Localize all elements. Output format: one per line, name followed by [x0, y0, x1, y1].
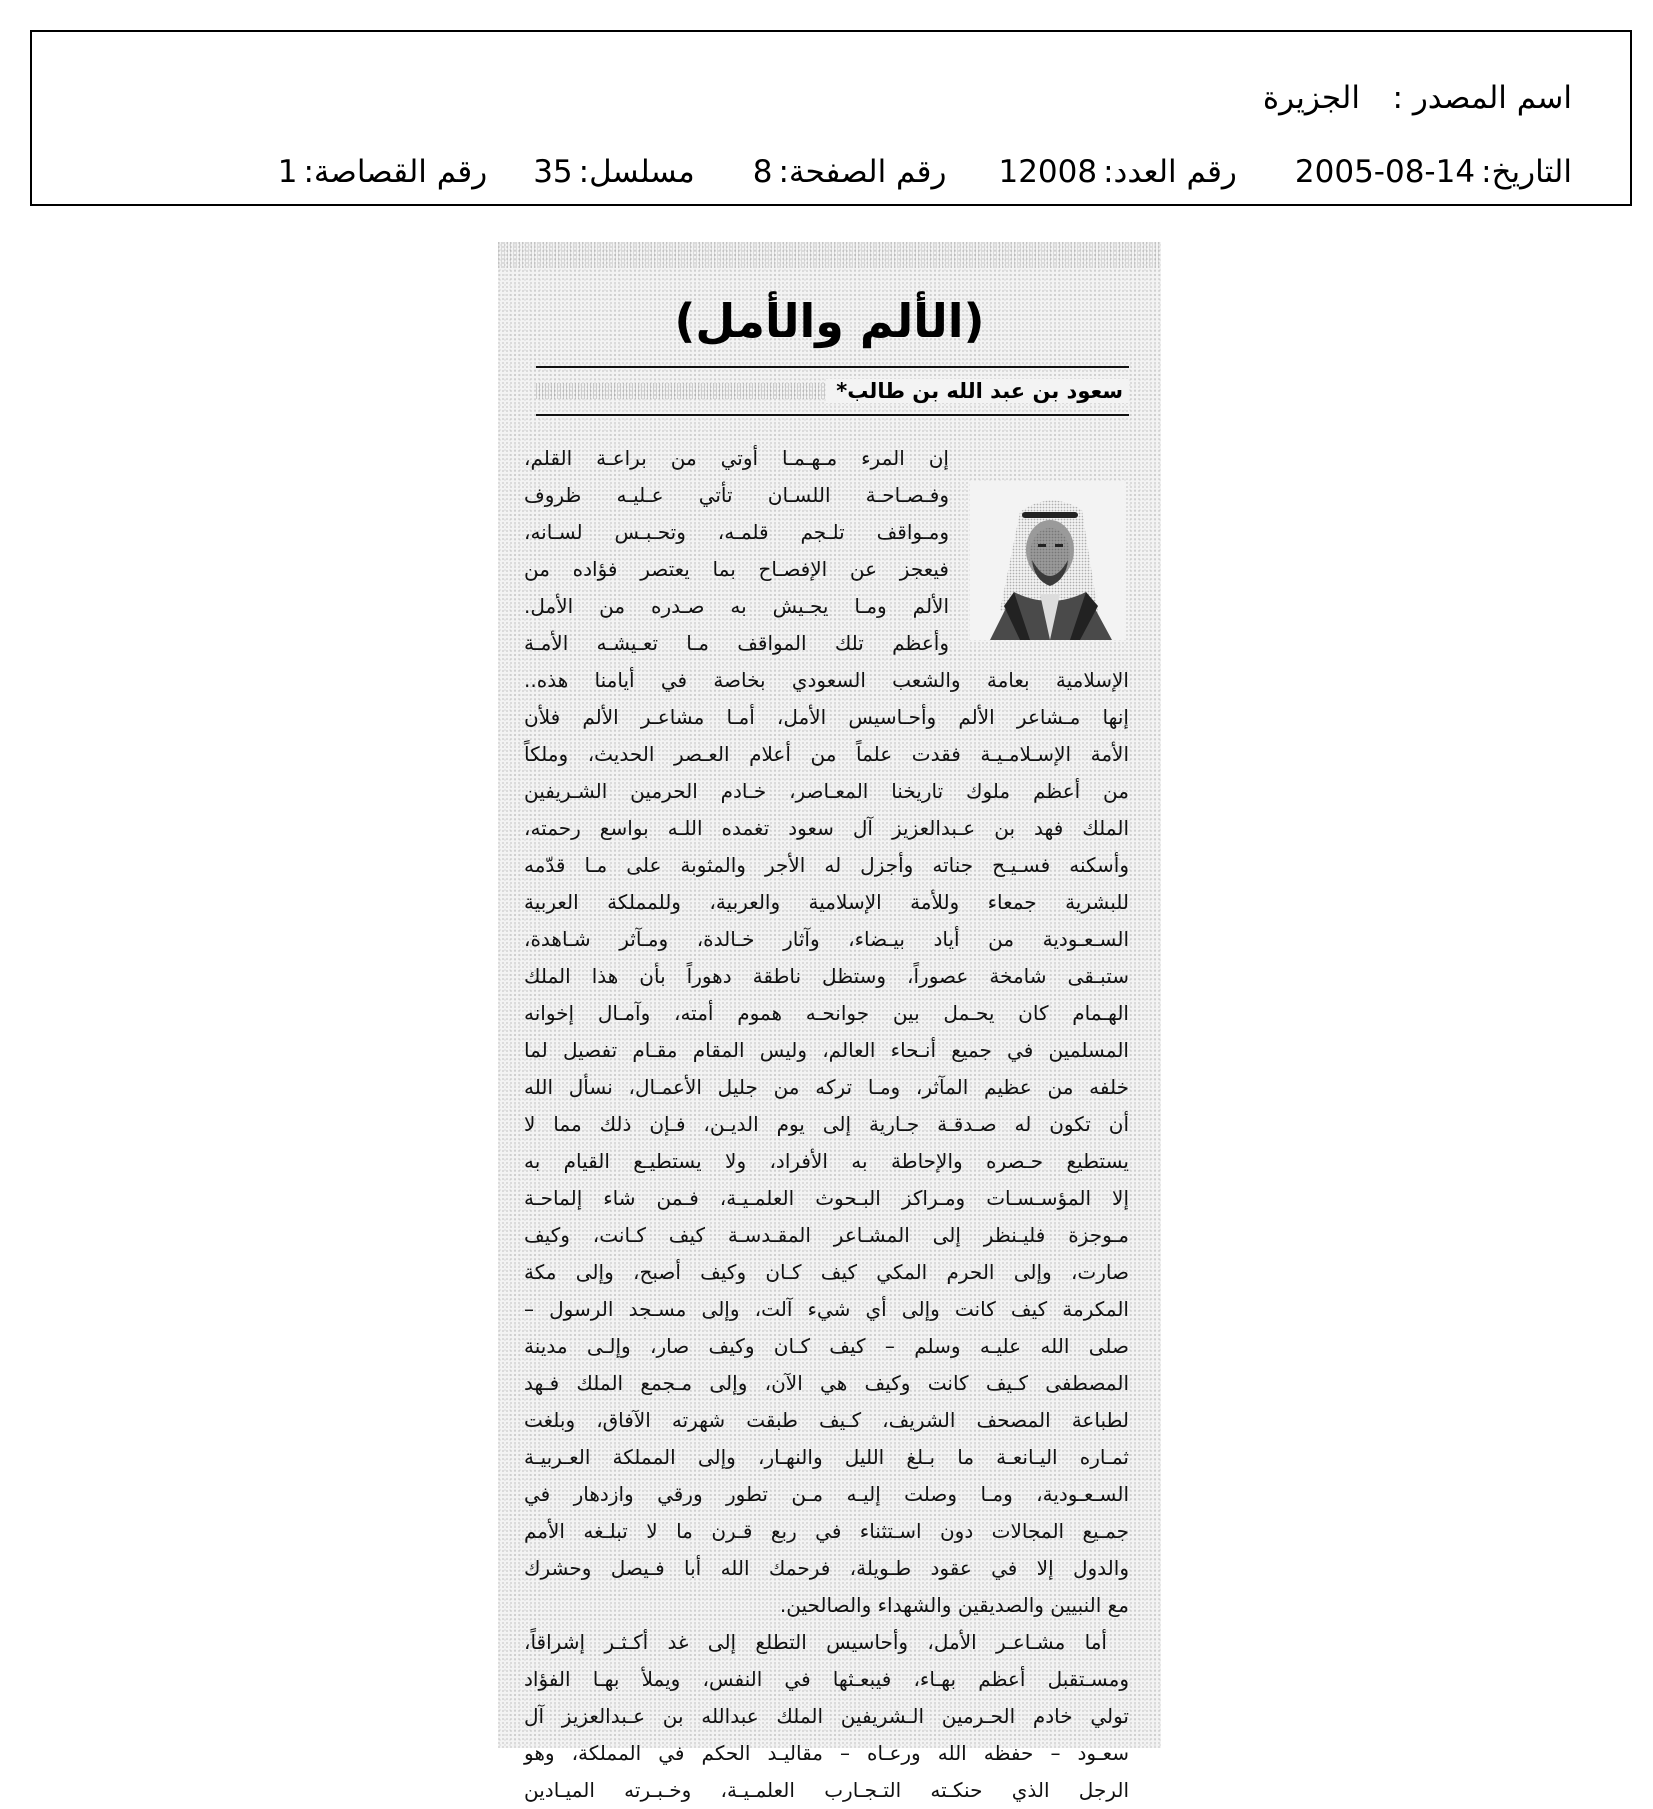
article-line: وأعظم تلك المواقف مـا تعـيشـه الأمـة — [524, 631, 949, 655]
date-value: 2005-08-14 — [1294, 154, 1476, 190]
article-body — [524, 440, 1129, 1809]
date-label: التاريخ: — [1481, 154, 1572, 190]
byline-top-rule — [536, 366, 1129, 368]
article-line: صلى الله عليـه وسلم – كيف كـان وكيف صار، وإلـى مدينة — [524, 1334, 1129, 1358]
article-line: وأسكنه فسـيـح جناته وأجزل له الأجر والمثوبة على مـا قدّمه — [524, 853, 1129, 877]
page-label: رقم الصفحة: — [778, 154, 947, 190]
article-line: تولي خادم الحـرمين الـشريفين الملك عبدالله بن عـبدالعزيز آل — [524, 1704, 1129, 1728]
page-value: 8 — [752, 154, 773, 190]
clip-number-field — [278, 154, 487, 190]
details-row — [278, 154, 1572, 190]
article-line: الهـمام كان يحـمل بين جوانحـه هموم أمته، وآمـال إخوانه — [524, 1001, 1129, 1025]
scan-noise-strip — [498, 242, 1161, 268]
article-line: وفـصـاحـة اللسـان تأتي عـليـه ظروف — [524, 483, 949, 507]
article-line: خلفه من عظيم المآثر، ومـا تركه من جليل الأعمـال، نسأل الله — [524, 1075, 1129, 1099]
article-line: ومـواقف تلـجم قلمـه، وتحـبـس لسـانه، — [524, 520, 949, 544]
clip-number-value: 1 — [277, 154, 298, 190]
serial-value: 35 — [533, 154, 573, 190]
article-line: الرجل الذي حنكـته التـجـارب العلمـيـة، وخـبـرته الميـادين — [524, 1778, 1129, 1802]
article-line: الألم ومـا يجـيش به صـدره من الأمل. — [524, 594, 949, 618]
article-line: فيعجز عن الإفصـاح بما يعتصر فؤاده من — [524, 557, 949, 581]
newspaper-clipping — [498, 242, 1161, 1802]
article-line: ومسـتقبل أعظم بهـاء، فيبعـثها في النفس، ويملأ بهـا الفؤاد — [524, 1667, 1129, 1691]
clip-number-label: رقم القصاصة: — [303, 154, 488, 190]
article-line: من أعظم ملوك تاريخنا المعـاصر، خـادم الحرمين الشـريفين — [524, 779, 1129, 803]
author-byline: سعود بن عبد الله بن طالب* — [826, 379, 1129, 403]
article-line: أما مشـاعـر الأمل، وأحاسيس التطلع إلى غد أكـثـر إشراقاً، — [524, 1630, 1107, 1654]
clipping-metadata-box — [30, 30, 1632, 206]
source-row — [1263, 80, 1572, 116]
serial-field — [533, 154, 695, 190]
article-line: مع النبيين والصديقين والشهداء والصالحين. — [779, 1593, 1129, 1617]
article-line: المكرمة كيف كانت وإلى أي شيء آلت، وإلى مسـجد الرسول – — [524, 1297, 1129, 1321]
serial-label: مسلسل: — [578, 154, 695, 190]
article-line: إلا المؤسـسـات ومـراكز البـحوث العلمـيـة، فـمن شاء إلماحـة — [524, 1186, 1129, 1210]
article-line: مـوجزة فليـنظر إلى المشـاعر المقـدسـة كيف كـانت، وكيف — [524, 1223, 1129, 1247]
article-line: أن تكون له صـدقـة جـارية إلى يوم الديـن، فـإن ذلك مما لا — [524, 1112, 1129, 1136]
article-line: للبشرية جمعاء وللأمة الإسلامية والعربية، وللمملكة العربية — [524, 890, 1129, 914]
article-line: المسلمين في جميع أنـحاء العالم، وليس المقام مقـام تفصيل لما — [524, 1038, 1129, 1062]
byline-bar — [536, 370, 1129, 412]
article-line: الأمة الإسـلامـيـة فقدت علماً من أعلام العـصر الحديث، وملكاً — [524, 742, 1129, 766]
article-line: صارت، وإلى الحرم المكي كيف كـان وكيف أصبح، وإلى مكة — [524, 1260, 1129, 1284]
source-label: اسم المصدر : — [1392, 80, 1572, 116]
article-line: الملك فهد بن عـبدالعزيز آل سعود تغمده اللـه بواسع رحمته، — [524, 816, 1129, 840]
article-line: سعـود – حفظه الله ورعـاه – مقاليـد الحكم في المملكة، وهو — [524, 1741, 1129, 1765]
issue-label: رقم العدد: — [1103, 154, 1237, 190]
issue-field — [998, 154, 1236, 190]
article-line: ستبـقى شامخة عصوراً، وستظل ناطقة دهوراً بأن هذا الملك — [524, 964, 1129, 988]
article-line: ثمـاره اليـانعـة ما بـلغ الليل والنهـار، وإلى المملكة العـربيـة — [524, 1445, 1129, 1469]
issue-value: 12008 — [998, 154, 1098, 190]
byline-texture — [536, 383, 826, 399]
date-field — [1295, 154, 1572, 190]
article-line: إن المرء مـهـمـا أوتي من براعـة القلم، — [524, 446, 949, 470]
article-line: والدول إلا في عقود طـويلة، فرحمك الله أبا فـيصل وحشرك — [524, 1556, 1129, 1580]
source-value: الجزيرة — [1262, 80, 1360, 116]
byline-bottom-rule — [536, 414, 1129, 416]
article-line: يستطيع حـصره والإحاطة به الأفراد، ولا يستطيـع القيام به — [524, 1149, 1129, 1173]
page-field — [753, 154, 947, 190]
article-title: (الألم والأمل) — [674, 294, 985, 348]
article-line: السـعـودية من أياد بيـضاء، وآثار خـالدة، ومـآثر شـاهدة، — [524, 927, 1129, 951]
article-line: إنها مـشاعر الألم وأحـاسيس الأمل، أمـا مشاعـر الألم فلأن — [524, 705, 1129, 729]
article-line: المصطفى كـيف كانت وكيف هي الآن، وإلى مـجمع الملك فـهد — [524, 1371, 1129, 1395]
article-line: الإسلامية بعامة والشعب السعودي بخاصة في أيامنا هذه.. — [524, 668, 1129, 692]
article-line: جمـيع المجالات دون اسـتثناء في ربع قـرن ما لا تبلـغه الأمم — [524, 1519, 1129, 1543]
article-line: لطباعة المصحف الشريف، كـيف طبقت شهرته الآفاق، وبلغت — [524, 1408, 1129, 1432]
article-line: السـعـودية، ومـا وصلت إليـه مـن تطور ورقي وازدهار في — [524, 1482, 1129, 1506]
